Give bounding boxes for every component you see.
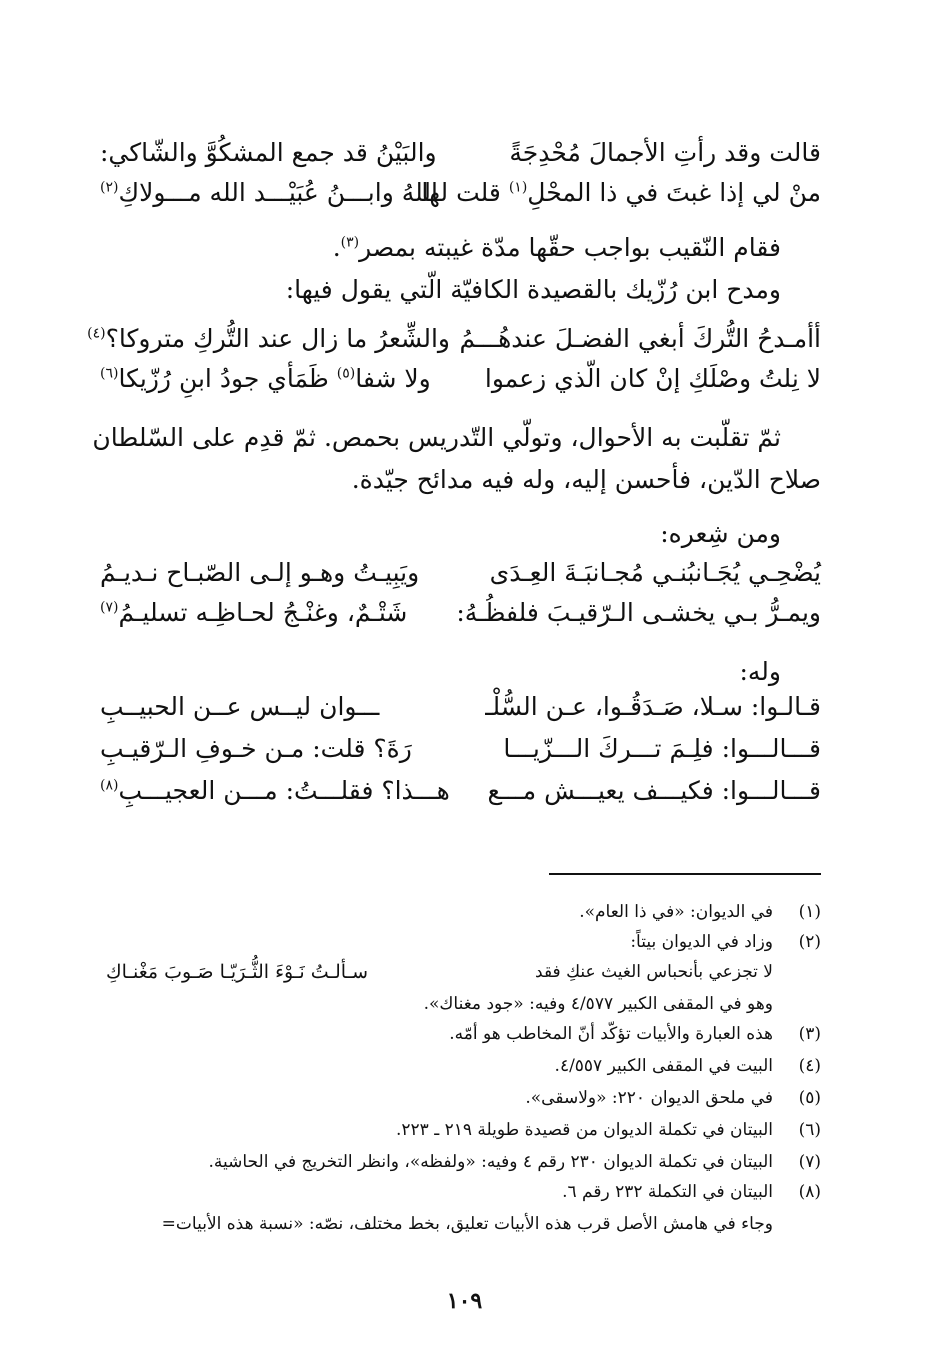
footnote-text: هذه العبارة والأبيات تؤكّد أنّ المخاطب هو أمّه. — [449, 1024, 773, 1044]
poem-intro: ومن شِعره: — [660, 519, 781, 548]
verse-second-hemistich — [100, 364, 450, 393]
footnote-verse-second: سـألـتُ نَـوْءَ الثُّـرَيّـا صَـوبَ مَغْنـاكِ — [106, 961, 369, 983]
verse-line — [87, 324, 821, 366]
footnote-number: (٣) — [798, 1024, 821, 1044]
paragraph-line: صلاح الدّين، فأحسن إليه، وله فيه مدائح جيّدة. — [351, 465, 821, 494]
footnote-marker: (٤) — [87, 325, 106, 342]
verse-line — [100, 178, 821, 220]
footnote-marker: (٧) — [100, 599, 119, 616]
verse-text: ولا شفا — [355, 364, 431, 393]
paragraph-text: . — [332, 233, 341, 262]
verse-first-hemistich: أأمـدحُ التُّركَ أبغي الفضـلَ عندهُـــمُ — [459, 324, 821, 353]
poem-intro: وله: — [739, 657, 781, 686]
verse-text: قلت لها — [421, 178, 509, 207]
paragraph-line: ثمّ تقلّبت به الأحوال، وتولّي التّدريس بحمص. ثمّ قدِم على السّلطان — [92, 423, 781, 452]
verse-second-hemistich — [100, 776, 450, 805]
verse-first-hemistich: قـــالـــوا: فلِـمَ تـــركَ الـــزّيـــا — [503, 734, 821, 763]
footnote-text: في ملحق الديوان ٢٢٠: «ولاسقى». — [525, 1088, 773, 1108]
footnote-number: (٢) — [798, 932, 821, 952]
footnote-number: (٤) — [798, 1056, 821, 1076]
footnote-verse-first: لا تجزعي بأنحباس الغيث عنكِ فقد — [535, 962, 773, 982]
footnote-number: (٦) — [798, 1120, 821, 1140]
footnote-text: البيت في المقفى الكبير ٤/٥٥٧. — [554, 1056, 773, 1076]
verse-first-hemistich: لا نِلتُ وصْلَكِ إنْ كان الّذي زعموا — [484, 364, 821, 393]
paragraph-line: ومدح ابن رُزّيك بالقصيدة الكافيّة الّتي يقول فيها: — [285, 275, 781, 304]
verse-first-hemistich: قـــالـــوا: فكيـــف يعيـــش مـــع — [487, 776, 821, 805]
footnote-marker: (٢) — [100, 179, 119, 196]
footnote-marker: (١) — [508, 179, 528, 196]
footnote-text: وزاد في الديوان بيتاً: — [630, 932, 773, 952]
verse-first-hemistich: ويمـرُّ بـي يخشـى الـرّقيـبَ فلفظُـهُ: — [456, 598, 821, 627]
verse-line — [100, 692, 821, 734]
verse-second-hemistich: والبَيْنُ قد جمع المشكُوَّ والشّاكي: — [100, 138, 437, 167]
footnote-continuation: وهو في المقفى الكبير ٤/٥٧٧ وفيه: «جود مغناك». — [423, 994, 773, 1014]
footnote-number: (٧) — [798, 1152, 821, 1172]
footnote-marker: (٣) — [340, 234, 360, 251]
paragraph-line — [100, 228, 781, 268]
verse-first-hemistich: قـالـوا: سـلا، صَـدَقُـوا، عـن السُّلْـ — [485, 692, 821, 721]
page-number: ١٠٩ — [446, 1288, 483, 1314]
verse-second-hemistich: رَةَ؟ قلت: مـن خـوفِ الـرّقيـبِ — [100, 734, 412, 763]
footnote-text: في الديوان: «في ذا العام». — [579, 902, 773, 922]
verse-second-hemistich — [100, 598, 450, 627]
footnote-text: البيتان في تكملة الديوان ٢٣٠ رقم ٤ وفيه: «ولفظه»، وانظر التخريج في الحاشية. — [208, 1152, 773, 1172]
verse-first-hemistich — [421, 178, 821, 207]
footnote-number: (١) — [798, 902, 821, 922]
footnote-marker: (٥) — [336, 365, 356, 382]
footnote-continuation: وجاء في هامش الأصل قرب هذه الأبيات تعليق، بخط مختلف، نصّه: «نسبة هذه الأبيات= — [161, 1214, 773, 1234]
verse-line — [100, 776, 821, 818]
verse-text: ظَمَأي جودُ ابنِ رُزّيكا — [118, 364, 337, 393]
verse-line — [100, 558, 821, 600]
verse-text: هـــذا؟ فقلـــتُ: مـــن العجيـــبِ — [118, 776, 450, 805]
verse-text: منْ لي إذا غبتَ في ذا المحْلِ — [527, 178, 821, 207]
verse-second-hemistich — [87, 324, 450, 353]
footnote-marker: (٨) — [100, 777, 119, 794]
footnote-number: (٥) — [798, 1088, 821, 1108]
verse-first-hemistich: قالت وقد رأتِ الأجمالَ مُحْدِجَةً — [509, 138, 821, 167]
verse-text: والشِّعرُ ما زال عند التُّركِ متروكا؟ — [105, 324, 450, 353]
footnote-number: (٨) — [798, 1182, 821, 1202]
verse-line — [100, 138, 821, 180]
footnote-text: البيتان في التكملة ٢٣٢ رقم ٦. — [562, 1182, 773, 1202]
verse-second-hemistich: ـــوان ليــس عــن الحبيــبِ — [100, 692, 380, 721]
verse-second-hemistich: ويَبِيـتُ وهـو إلـى الصّبـاح نـديـمُ — [100, 558, 420, 587]
verse-text: شَتْـمٌ، وغنْـجُ لحـاظِـه تسليـمُ — [118, 598, 408, 627]
footnote-text: البيتان في تكملة الديوان من قصيدة طويلة ٢١٩ ـ ٢٢٣. — [396, 1120, 773, 1140]
verse-first-hemistich: يُضْحِـي يُجَـانبُنـي مُجـانبَـةَ العِـدَى — [489, 558, 821, 587]
verse-line — [100, 598, 821, 640]
verse-second-hemistich — [100, 178, 450, 207]
verse-line — [100, 734, 821, 776]
paragraph-text: فقام النّقيب بواجب حقّها مدّة غيبته بمصر — [359, 233, 781, 262]
footnote-separator — [549, 873, 821, 875]
verse-line — [100, 364, 821, 406]
verse-text: اللهُ وابـــنُ عُبَيْـــد الله مـــولاكِ — [118, 178, 438, 207]
footnote-marker: (٦) — [100, 365, 119, 382]
